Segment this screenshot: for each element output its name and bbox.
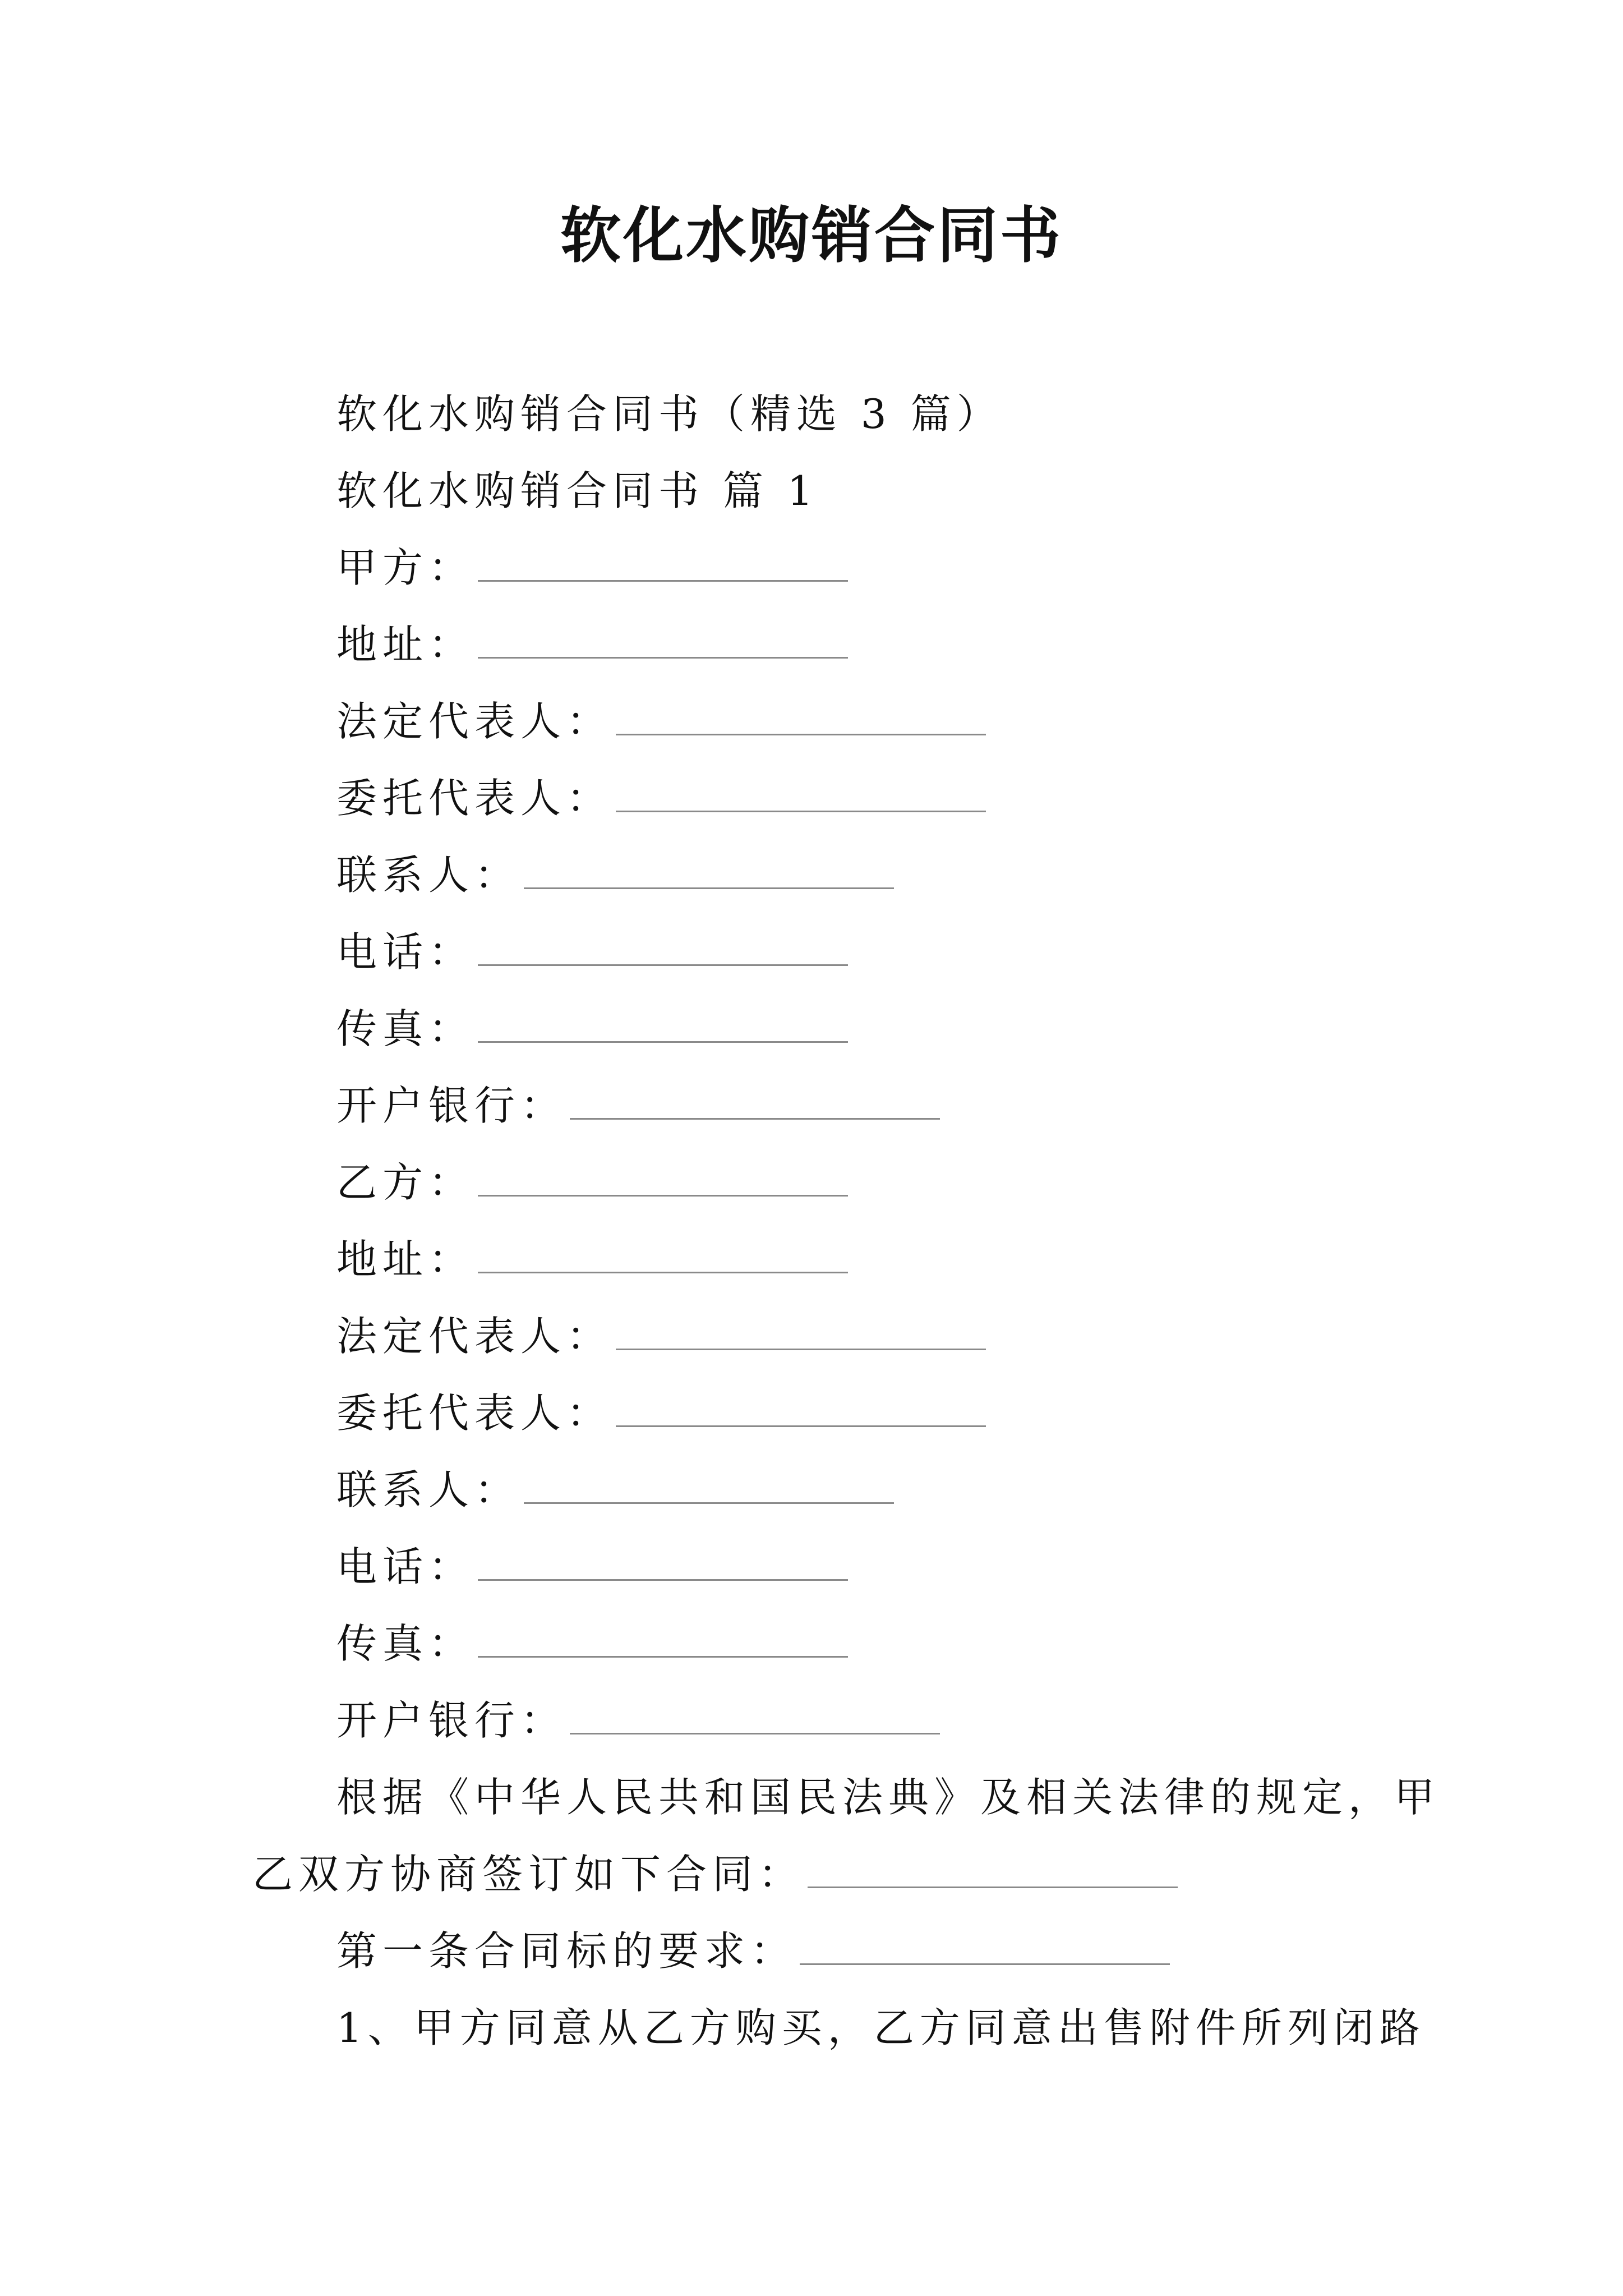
intro-line-2: 乙双方协商签订如下合同： (252, 1851, 805, 1898)
party-a-name-row (336, 530, 1402, 606)
field-label: 法定代表人： (336, 698, 613, 745)
fill-in-blank (524, 887, 894, 889)
fill-in-blank (616, 734, 986, 735)
party-a-legal-rep-row (336, 683, 1402, 760)
field-label: 电话： (336, 1543, 475, 1590)
field-label: 传真： (336, 1005, 475, 1052)
document-title: 软化水购销合同书 (560, 200, 1063, 271)
fill-in-blank (478, 964, 848, 966)
party-a-contact-row (336, 837, 1402, 914)
subtitle: 软化水购销合同书（精选 3 篇） (336, 390, 1003, 438)
party-b-address-row (336, 1221, 1402, 1298)
field-label: 联系人： (336, 852, 521, 899)
fill-in-blank (808, 1887, 1178, 1888)
intro-line-1: 根据《中华人民共和国民法典》及相关法律的规定，甲 (336, 1774, 1441, 1821)
party-a-entrusted-rep-row (336, 760, 1402, 837)
field-label: 开户银行： (336, 1082, 567, 1129)
fill-in-blank (478, 1272, 848, 1273)
field-label: 委托代表人： (336, 775, 613, 822)
field-label: 甲方： (336, 544, 475, 591)
fill-in-blank (616, 811, 986, 812)
field-label: 地址： (336, 621, 475, 668)
party-a-fax-row (336, 991, 1402, 1068)
party-b-phone-row (336, 1529, 1402, 1605)
field-label: 乙方： (336, 1159, 475, 1206)
fill-in-blank (478, 1579, 848, 1581)
document-body (252, 376, 1441, 2067)
section-heading: 软化水购销合同书 篇 1 (336, 467, 819, 514)
article-1-label: 第一条合同标的要求： (336, 1927, 797, 1975)
fill-in-blank (800, 1963, 1170, 1965)
fill-in-blank (524, 1502, 894, 1504)
intro-line-2-row (252, 1836, 1402, 1913)
fill-in-blank (478, 1195, 848, 1197)
fill-in-blank (570, 1118, 940, 1120)
party-b-contact-row (336, 1452, 1402, 1529)
party-b-name-row (336, 1144, 1402, 1221)
article-1-row (336, 1913, 1402, 1990)
party-b-legal-rep-row (336, 1298, 1402, 1375)
party-b-entrusted-rep-row (336, 1375, 1402, 1452)
fill-in-blank (478, 1656, 848, 1658)
fill-in-blank (616, 1425, 986, 1427)
fill-in-blank (478, 657, 848, 659)
field-label: 法定代表人： (336, 1313, 613, 1360)
field-label: 委托代表人： (336, 1389, 613, 1437)
fill-in-blank (570, 1733, 940, 1734)
fill-in-blank (478, 580, 848, 582)
field-label: 电话： (336, 928, 475, 976)
party-a-address-row (336, 606, 1402, 683)
field-label: 开户银行： (336, 1697, 567, 1744)
party-a-phone-row (336, 914, 1402, 991)
party-b-bank-row (336, 1682, 1402, 1759)
field-label: 联系人： (336, 1466, 521, 1513)
clause-1: 1、甲方同意从乙方购买，乙方同意出售附件所列闭路 (336, 2004, 1426, 2051)
fill-in-blank (616, 1349, 986, 1350)
field-label: 传真： (336, 1620, 475, 1667)
party-a-bank-row (336, 1068, 1402, 1144)
party-b-fax-row (336, 1605, 1402, 1682)
field-label: 地址： (336, 1236, 475, 1283)
intro-paragraph (252, 1759, 1441, 1913)
fill-in-blank (478, 1041, 848, 1043)
